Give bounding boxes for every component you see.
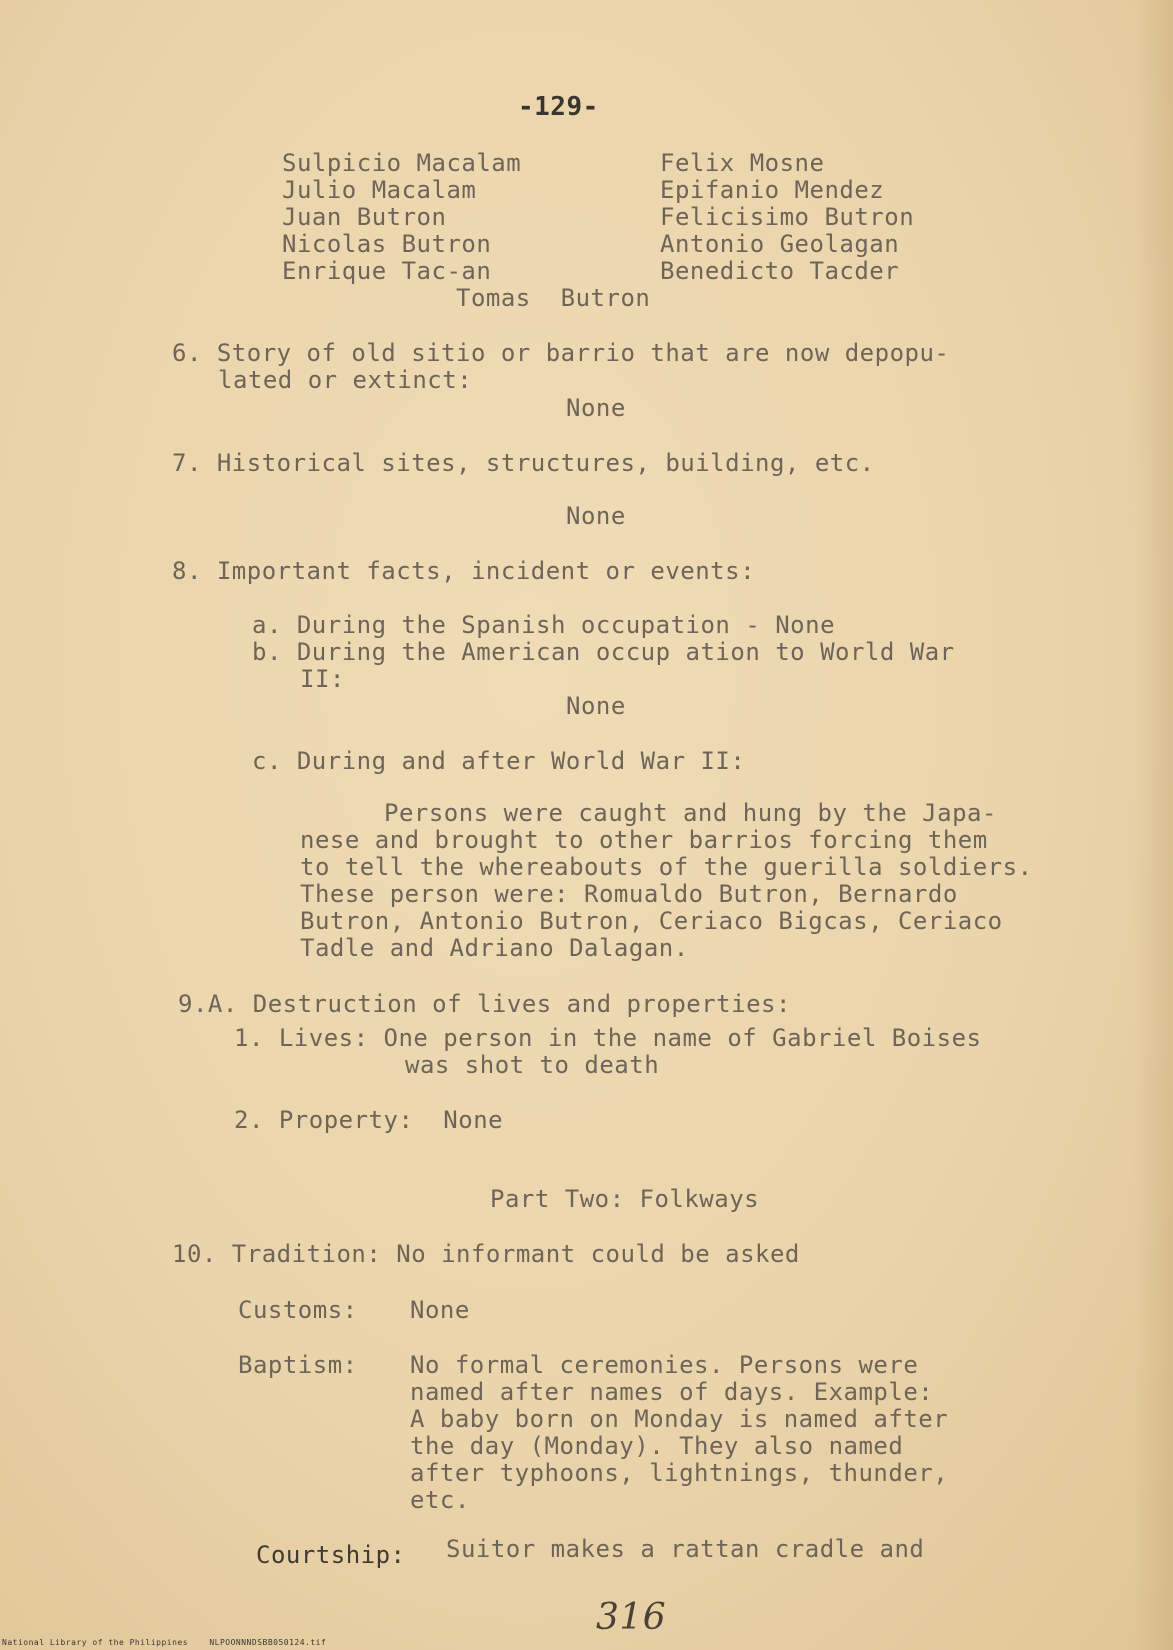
item6-answer: None <box>566 394 626 422</box>
item8-c-para-6: Tadle and Adriano Dalagan. <box>300 934 689 962</box>
courtship-label: Courtship: <box>256 1541 406 1569</box>
name-left-2: Julio Macalam <box>282 176 477 204</box>
name-right-1: Felix Mosne <box>660 149 825 177</box>
baptism-line-1: No formal ceremonies. Persons were <box>410 1351 919 1379</box>
name-right-4: Antonio Geolagan <box>660 230 900 258</box>
item8-b-line1: b. During the American occup ation to World War <box>252 638 955 666</box>
baptism-line-3: A baby born on Monday is named after <box>410 1405 949 1433</box>
scan-footer: National Library of the Philippines NLPOONNNDSBB050124.tif <box>2 1638 327 1647</box>
handwritten-page-number: 316 <box>596 1597 667 1638</box>
name-left-3: Juan Butron <box>282 203 447 231</box>
page-number: -129- <box>518 92 599 122</box>
item8-c-para-5: Butron, Antonio Butron, Ceriaco Bigcas, Ceriaco <box>300 907 1003 935</box>
item8-c-para-2: nese and brought to other barrios forcing them <box>300 826 988 854</box>
item10-tradition: 10. Tradition: No informant could be asked <box>172 1240 800 1268</box>
page-edge-shading <box>1133 0 1173 1650</box>
item9-question: 9.A. Destruction of lives and properties: <box>178 990 791 1018</box>
customs-value: None <box>410 1296 470 1324</box>
part-two-heading: Part Two: Folkways <box>490 1185 760 1213</box>
item8-b-answer: None <box>566 692 626 720</box>
baptism-line-5: after typhoons, lightnings, thunder, <box>410 1459 949 1487</box>
item9-lives-line1: 1. Lives: One person in the name of Gabriel Boises <box>234 1024 982 1052</box>
name-right-2: Epifanio Mendez <box>660 176 885 204</box>
baptism-label: Baptism: <box>238 1351 358 1379</box>
item8-a: a. During the Spanish occupation - None <box>252 611 836 639</box>
name-right-5: Benedicto Tacder <box>660 257 900 285</box>
item8-question: 8. Important facts, incident or events: <box>172 557 756 585</box>
item9-lives-line2: was shot to death <box>405 1051 660 1079</box>
item8-c-para-1: Persons were caught and hung by the Japa- <box>384 799 997 827</box>
courtship-value: Suitor makes a rattan cradle and <box>446 1535 925 1563</box>
customs-label: Customs: <box>238 1296 358 1324</box>
name-left-1: Sulpicio Macalam <box>282 149 522 177</box>
baptism-line-6: etc. <box>410 1486 470 1514</box>
name-center: Tomas Butron <box>456 284 651 312</box>
item8-c-para-4: These person were: Romualdo Butron, Bernardo <box>300 880 958 908</box>
item6-question-line2: lated or extinct: <box>218 366 473 394</box>
baptism-line-4: the day (Monday). They also named <box>410 1432 904 1460</box>
item7-question: 7. Historical sites, structures, building, etc. <box>172 449 875 477</box>
baptism-line-2: named after names of days. Example: <box>410 1378 934 1406</box>
item8-b-line2: II: <box>300 665 345 693</box>
item6-question-line1: 6. Story of old sitio or barrio that are now depopu- <box>172 339 950 367</box>
name-left-5: Enrique Tac-an <box>282 257 492 285</box>
name-left-4: Nicolas Butron <box>282 230 492 258</box>
name-right-3: Felicisimo Butron <box>660 203 915 231</box>
item8-c: c. During and after World War II: <box>252 747 746 775</box>
item9-property: 2. Property: None <box>234 1106 504 1134</box>
item7-answer: None <box>566 502 626 530</box>
item8-c-para-3: to tell the whereabouts of the guerilla soldiers. <box>300 853 1033 881</box>
